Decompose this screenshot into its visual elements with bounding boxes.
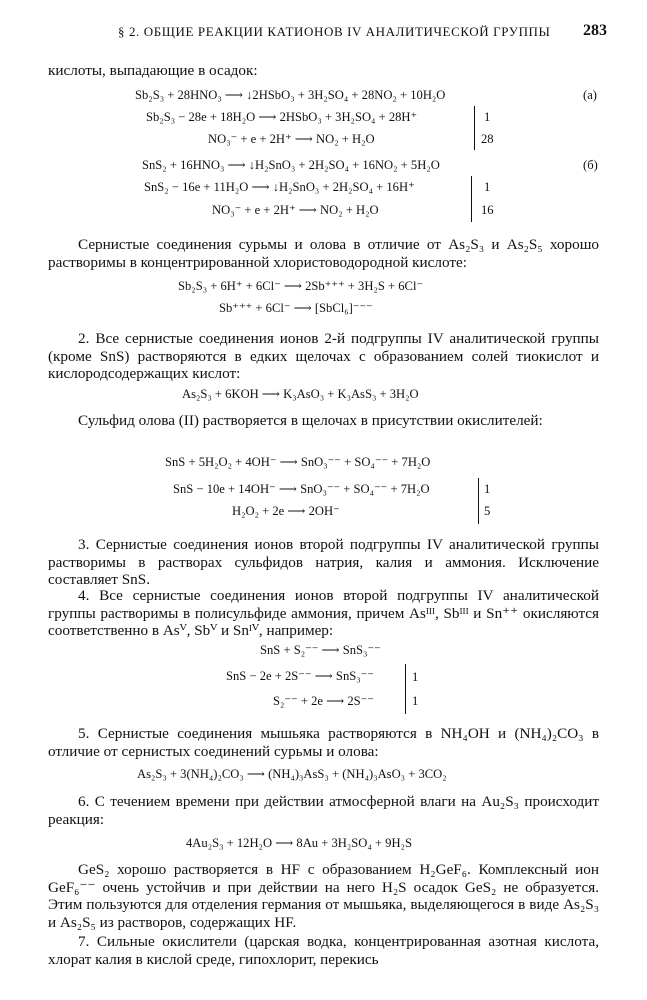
equation-e6: NO₃⁻ + e + 2H⁺ ⟶ NO₂ + H₂O (212, 203, 379, 217)
equation-e1: Sb₂S₃ + 28HNO₃ ⟶ ↓2HSbO₃ + 3H₂SO₄ + 28NO₂ + 10H₂O (135, 88, 446, 102)
balance-divider (405, 664, 406, 714)
paragraph-0: кислоты, выпадающие в осадок: (48, 62, 258, 79)
balance-factor: 1 (412, 694, 419, 708)
equation-e2: Sb₂S₃ − 28e + 18H₂O ⟶ 2HSbO₃ + 3H₂SO₄ + 28H⁺ (146, 110, 418, 124)
equation-e13: SnS + S₂⁻⁻ ⟶ SnS₃⁻⁻ (260, 643, 381, 657)
equation-e5: SnS₂ − 16e + 11H₂O ⟶ ↓H₂SnO₃ + 2H₂SO₄ + 16H⁺ (144, 180, 415, 194)
paragraph-5: 4. Все сернистые соединения ионов второй подгруппы IV аналитической группы растворимы в полисульфиде аммония, причем Asᴵᴵᴵ, Sbᴵᴵᴵ и Sn⁺⁺ окисляются соответственно в Asⱽ, Sbⱽ и Snᴵⱽ, например: (48, 587, 599, 639)
equation-e7: Sb₂S₃ + 6H⁺ + 6Cl⁻ ⟶ 2Sb⁺⁺⁺ + 3H₂S + 6Cl⁻ (178, 279, 424, 293)
page-number: 283 (583, 22, 607, 39)
paragraph-1: Сернистые соединения сурьмы и олова в отличие от As₂S₃ и As₂S₅ хорошо растворимы в концентрированной хлористоводородной кислоте: (48, 236, 599, 271)
balance-factor: 1 (484, 110, 491, 124)
equation-e8: Sb⁺⁺⁺ + 6Cl⁻ ⟶ [SbCl₆]⁻⁻⁻ (219, 301, 373, 315)
balance-factor: 28 (481, 132, 494, 146)
balance-factor: 1 (484, 180, 491, 194)
equation-e12: H₂O₂ + 2e ⟶ 2OH⁻ (232, 504, 340, 518)
paragraph-7: 6. С течением времени при действии атмосферной влаги на Au₂S₃ происходит реакция: (48, 793, 599, 828)
equation-tag-b: (б) (583, 158, 598, 172)
balance-divider (471, 176, 472, 222)
equation-e10: SnS + 5H₂O₂ + 4OH⁻ ⟶ SnO₃⁻⁻ + SO₄⁻⁻ + 7H₂O (165, 455, 431, 469)
equation-e11: SnS − 10e + 14OH⁻ ⟶ SnO₃⁻⁻ + SO₄⁻⁻ + 7H₂O (173, 482, 430, 496)
equation-e14: SnS − 2e + 2S⁻⁻ ⟶ SnS₃⁻⁻ (226, 669, 374, 683)
balance-factor: 1 (412, 670, 419, 684)
equation-e4: SnS₂ + 16HNO₃ ⟶ ↓H₂SnO₃ + 2H₂SO₄ + 16NO₂ + 5H₂O (142, 158, 440, 172)
running-header (48, 20, 607, 42)
paragraph-9: 7. Сильные окислители (царская водка, концентрированная азотная кислота, хлорат калия в кислой среде, гипохлорит, перекись (48, 933, 599, 968)
equation-e15: S₂⁻⁻ + 2e ⟶ 2S⁻⁻ (273, 694, 374, 708)
balance-divider (474, 106, 475, 150)
paragraph-6: 5. Сернистые соединения мышьяка растворяются в NH₄OH и (NH₄)₂CO₃ в отличие от сернистых соединений сурьмы и олова: (48, 725, 599, 760)
balance-divider (478, 478, 479, 524)
equation-e16: As₂S₃ + 3(NH₄)₂CO₃ ⟶ (NH₄)₃AsS₃ + (NH₄)₃AsO₃ + 3CO₂ (137, 767, 447, 781)
section-title: § 2. ОБЩИЕ РЕАКЦИИ КАТИОНОВ IV АНАЛИТИЧЕСКОЙ ГРУППЫ (118, 24, 551, 39)
equation-tag-a: (а) (583, 88, 597, 102)
balance-factor: 5 (484, 504, 491, 518)
paragraph-3: Сульфид олова (II) растворяется в щелочах в присутствии окислителей: (78, 412, 543, 429)
equation-e17: 4Au₂S₃ + 12H₂O ⟶ 8Au + 3H₂SO₄ + 9H₂S (186, 836, 412, 850)
balance-factor: 16 (481, 203, 494, 217)
equation-e3: NO₃⁻ + e + 2H⁺ ⟶ NO₂ + H₂O (208, 132, 375, 146)
paragraph-2: 2. Все сернистые соединения ионов 2-й подгруппы IV аналитической группы (кроме SnS) растворяются в едких щелочах с образованием солей тиокислот и кислородсодержащих кислот: (48, 330, 599, 382)
paragraph-8: GeS₂ хорошо растворяется в HF с образованием H₂GeF₆. Комплексный ион GeF₆⁻⁻ очень устойчив и при действии на него H₂S осадок GeS₂ не образуется. Этим пользуются для отделения германия от мышьяка, выделяющегося в виде As₂S₃ и As₂S₅ из растворов, содержащих HF. (48, 861, 599, 931)
equation-e9: As₂S₃ + 6KOH ⟶ K₃AsO₃ + K₃AsS₃ + 3H₂O (182, 387, 419, 401)
paragraph-4: 3. Сернистые соединения ионов второй подгруппы IV аналитической группы растворимы в растворах сульфидов натрия, калия и аммония. Исключение составляет SnS. (48, 536, 599, 588)
balance-factor: 1 (484, 482, 491, 496)
